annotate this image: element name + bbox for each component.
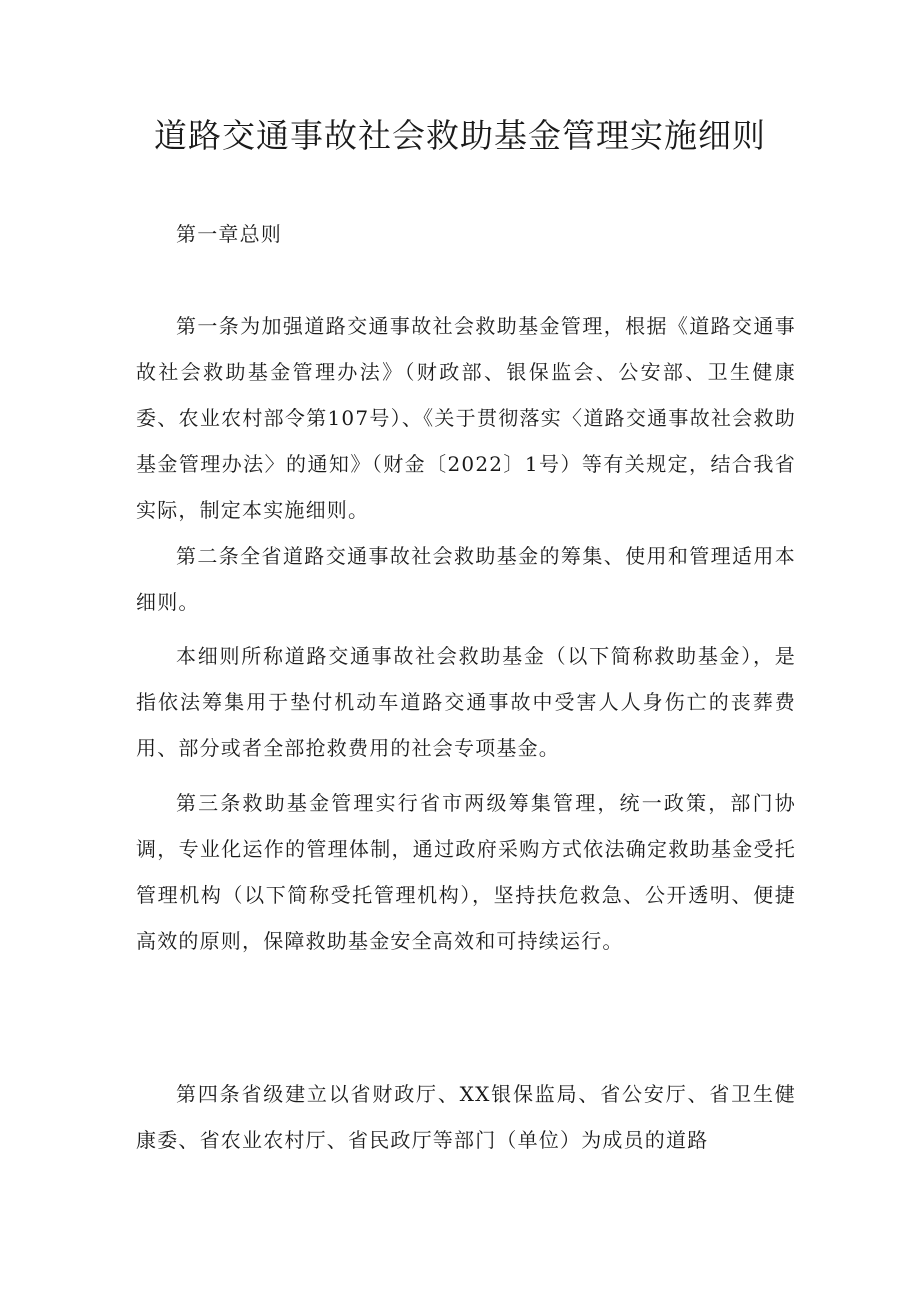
chapter-heading: 第一章总则: [176, 222, 282, 246]
paragraph-article-3: 第三条救助基金管理实行省市两级筹集管理，统一政策，部门协调，专业化运作的管理体制，通过政府采购方式依法确定救助基金受托管理机构（以下简称受托管理机构），坚持扶危救急、公开透明、便捷高效的原则，保障救助基金安全高效和可持续运行。: [136, 791, 796, 953]
paragraph-definition: 本细则所称道路交通事故社会救助基金（以下简称救助基金），是指依法筹集用于垫付机动车道路交通事故中受害人人身伤亡的丧葬费用、部分或者全部抢救费用的社会专项基金。: [136, 644, 796, 760]
document-title: 道路交通事故社会救助基金管理实施细则: [154, 116, 766, 155]
paragraph-article-1: 第一条为加强道路交通事故社会救助基金管理，根据《道路交通事故社会救助基金管理办法》（财政部、银保监会、公安部、卫生健康委、农业农村部令第107号）、《关于贯彻落实〈道路交通事故社会救助基金管理办法〉的通知》（财金〔2022〕1号）等有关规定，结合我省实际，制定本实施细则。: [136, 314, 796, 522]
paragraph-article-4: 第四条省级建立以省财政厅、XX银保监局、省公安厅、省卫生健康委、省农业农村厅、省民政厅等部门（单位）为成员的道路: [136, 1082, 796, 1152]
paragraph-article-2: 第二条全省道路交通事故社会救助基金的筹集、使用和管理适用本细则。: [136, 544, 796, 614]
